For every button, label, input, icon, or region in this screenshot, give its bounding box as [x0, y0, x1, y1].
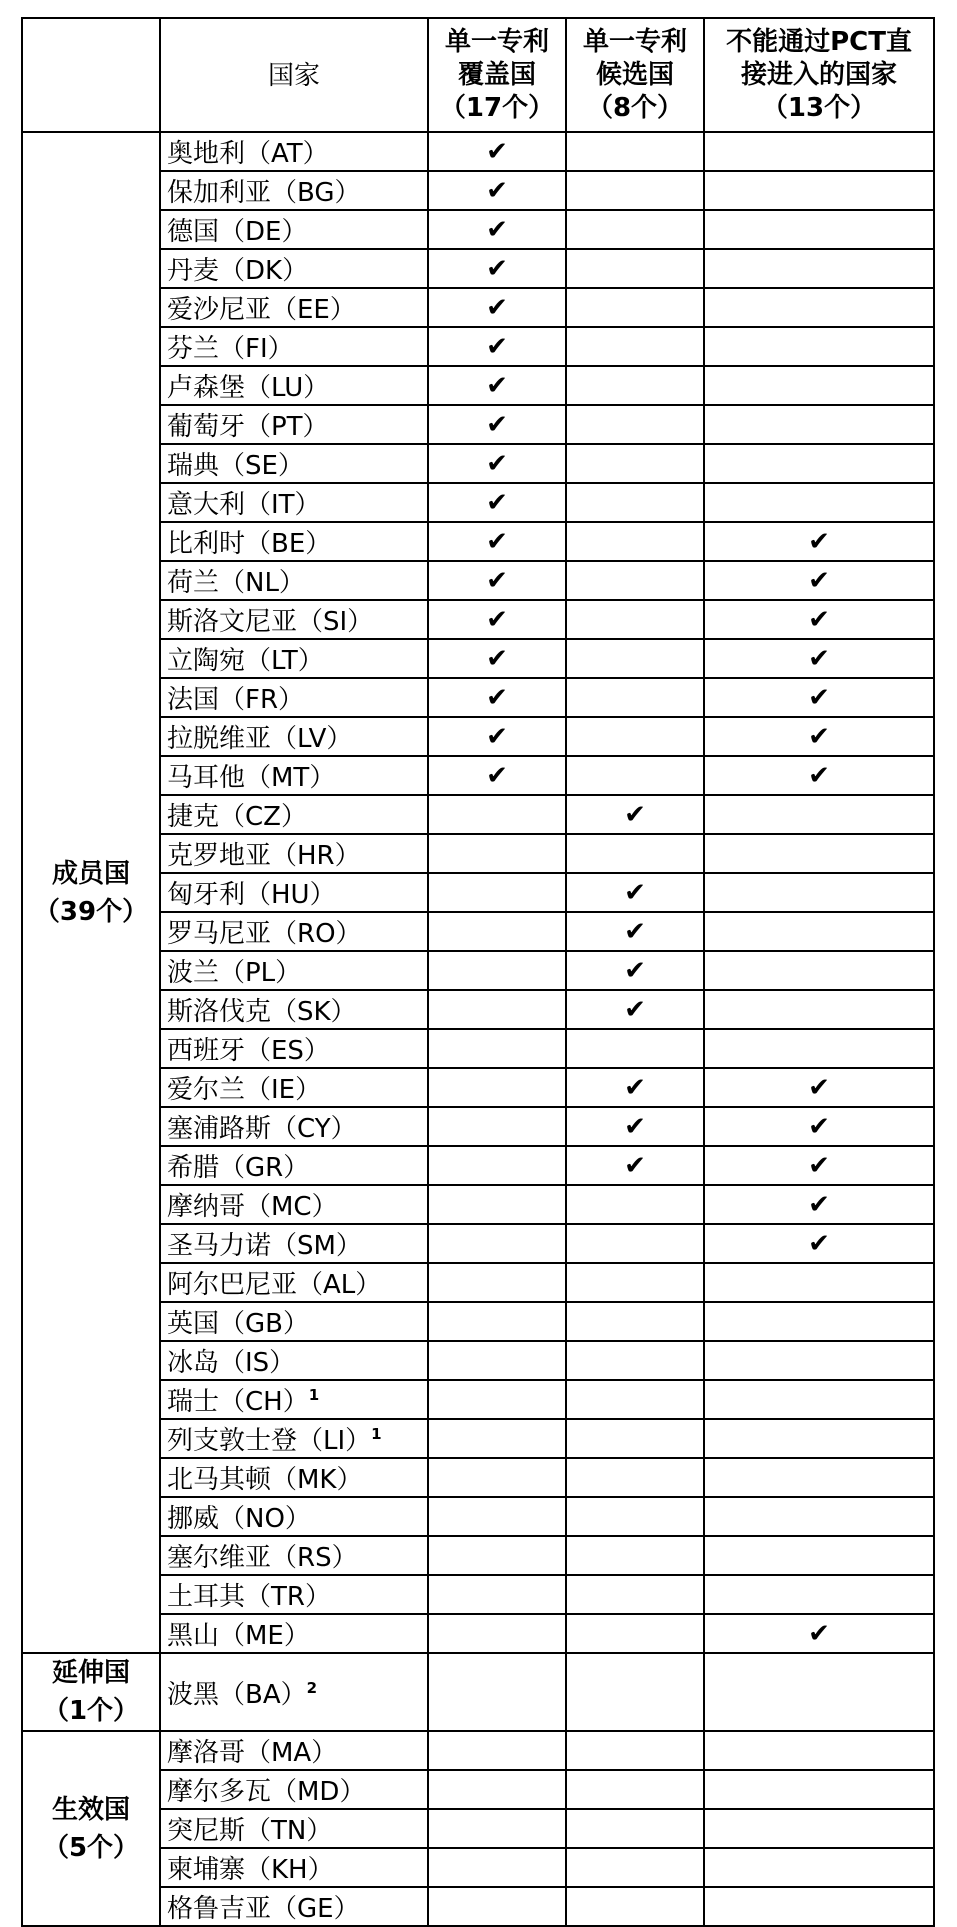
- mark-cell-c1: [428, 1536, 566, 1575]
- mark-cell-c3: [704, 1068, 934, 1107]
- check-icon: ✔: [624, 994, 646, 1025]
- table-body: [22, 132, 934, 1926]
- check-icon: ✔: [808, 643, 830, 674]
- check-icon: ✔: [486, 760, 508, 791]
- table-row: [22, 1731, 934, 1770]
- mark-cell-c3: [704, 561, 934, 600]
- country-name: 柬埔寨（KH）: [167, 1855, 334, 1885]
- mark-cell-c3: [704, 1809, 934, 1848]
- mark-cell-c1: [428, 951, 566, 990]
- check-icon: ✔: [624, 1150, 646, 1181]
- mark-cell-c1: [428, 678, 566, 717]
- check-icon: ✔: [624, 955, 646, 986]
- group-label-line: 延伸国: [51, 1658, 130, 1688]
- country-name: 捷克（CZ）: [167, 802, 307, 832]
- mark-cell-c2: [566, 912, 704, 951]
- mark-cell-c3: [704, 171, 934, 210]
- mark-cell-c2: [566, 1614, 704, 1653]
- header-unitary-coverage: [428, 18, 566, 132]
- country-name: 摩纳哥（MC）: [167, 1192, 338, 1222]
- mark-cell-c3: [704, 483, 934, 522]
- country-name: 格鲁吉亚（GE）: [167, 1894, 360, 1924]
- mark-cell-c3: [704, 1497, 934, 1536]
- country-name: 希腊（GR）: [167, 1153, 310, 1183]
- country-name: 塞尔维亚（RS）: [167, 1543, 358, 1573]
- mark-cell-c2: [566, 717, 704, 756]
- country-name: 意大利（IT）: [167, 490, 321, 520]
- check-icon: ✔: [624, 916, 646, 947]
- mark-cell-c3: [704, 1419, 934, 1458]
- country-cell: [160, 210, 428, 249]
- country-name: 黑山（ME）: [167, 1621, 310, 1651]
- mark-cell-c2: [566, 1380, 704, 1419]
- country-name: 波黑（BA）: [167, 1679, 307, 1710]
- country-name: 克罗地亚（HR）: [167, 841, 361, 871]
- check-icon: ✔: [808, 604, 830, 635]
- check-icon: ✔: [624, 799, 646, 830]
- mark-cell-c1: [428, 288, 566, 327]
- check-icon: ✔: [486, 136, 508, 167]
- mark-cell-c1: [428, 717, 566, 756]
- mark-cell-c3: [704, 1887, 934, 1926]
- mark-cell-c1: [428, 990, 566, 1029]
- country-cell: [160, 1770, 428, 1809]
- country-cell: [160, 1263, 428, 1302]
- mark-cell-c1: [428, 1809, 566, 1848]
- check-icon: ✔: [808, 1111, 830, 1142]
- check-icon: ✔: [486, 721, 508, 752]
- country-cell: [160, 1809, 428, 1848]
- mark-cell-c1: [428, 1380, 566, 1419]
- mark-cell-c3: [704, 1263, 934, 1302]
- country-name: 斯洛文尼亚（SI）: [167, 607, 374, 637]
- country-cell: [160, 1302, 428, 1341]
- country-cell: [160, 1497, 428, 1536]
- check-icon: ✔: [486, 370, 508, 401]
- mark-cell-c2: [566, 1107, 704, 1146]
- group-label-line: （39个）: [33, 896, 149, 927]
- mark-cell-c3: [704, 1731, 934, 1770]
- mark-cell-c3: [704, 873, 934, 912]
- check-icon: ✔: [486, 604, 508, 635]
- mark-cell-c1: [428, 444, 566, 483]
- mark-cell-c2: [566, 756, 704, 795]
- mark-cell-c3: [704, 990, 934, 1029]
- mark-cell-c3: [704, 1380, 934, 1419]
- mark-cell-c1: [428, 366, 566, 405]
- mark-cell-c1: [428, 522, 566, 561]
- check-icon: ✔: [808, 760, 830, 791]
- mark-cell-c2: [566, 1731, 704, 1770]
- mark-cell-c3: [704, 795, 934, 834]
- mark-cell-c1: [428, 1848, 566, 1887]
- header-line: （13个）: [761, 92, 877, 123]
- mark-cell-c3: [704, 600, 934, 639]
- mark-cell-c2: [566, 795, 704, 834]
- mark-cell-c2: [566, 1146, 704, 1185]
- mark-cell-c3: [704, 327, 934, 366]
- group-label-line: （5个）: [42, 1832, 140, 1863]
- country-cell: [160, 639, 428, 678]
- country-name: 匈牙利（HU）: [167, 880, 336, 910]
- mark-cell-c3: [704, 1107, 934, 1146]
- header-line: 单一专利: [582, 26, 687, 57]
- country-cell: [160, 1536, 428, 1575]
- check-icon: ✔: [624, 1072, 646, 1103]
- mark-cell-c2: [566, 600, 704, 639]
- mark-cell-c2: [566, 1224, 704, 1263]
- mark-cell-c2: [566, 1887, 704, 1926]
- mark-cell-c2: [566, 522, 704, 561]
- country-cell: [160, 678, 428, 717]
- country-cell: [160, 1224, 428, 1263]
- mark-cell-c2: [566, 1302, 704, 1341]
- check-icon: ✔: [808, 1150, 830, 1181]
- mark-cell-c2: [566, 1341, 704, 1380]
- mark-cell-c3: [704, 249, 934, 288]
- mark-cell-c2: [566, 990, 704, 1029]
- mark-cell-c3: [704, 756, 934, 795]
- country-cell: [160, 405, 428, 444]
- mark-cell-c2: [566, 639, 704, 678]
- mark-cell-c1: [428, 795, 566, 834]
- mark-cell-c1: [428, 1068, 566, 1107]
- mark-cell-c2: [566, 366, 704, 405]
- country-name: 荷兰（NL）: [167, 568, 305, 598]
- mark-cell-c1: [428, 639, 566, 678]
- country-name: 保加利亚（BG）: [167, 178, 361, 208]
- mark-cell-c3: [704, 1575, 934, 1614]
- check-icon: ✔: [486, 214, 508, 245]
- mark-cell-c1: [428, 1458, 566, 1497]
- country-cell: [160, 366, 428, 405]
- table-header-row: [22, 18, 934, 132]
- check-icon: ✔: [486, 565, 508, 596]
- country-name: 爱沙尼亚（EE）: [167, 295, 356, 325]
- header-line: 不能通过PCT直: [726, 26, 912, 57]
- mark-cell-c3: [704, 1614, 934, 1653]
- mark-cell-c3: [704, 1146, 934, 1185]
- mark-cell-c2: [566, 1263, 704, 1302]
- mark-cell-c2: [566, 444, 704, 483]
- check-icon: ✔: [486, 253, 508, 284]
- country-cell: [160, 1341, 428, 1380]
- mark-cell-c2: [566, 249, 704, 288]
- country-cell: [160, 1185, 428, 1224]
- mark-cell-c3: [704, 522, 934, 561]
- country-name: 罗马尼亚（RO）: [167, 919, 362, 949]
- mark-cell-c1: [428, 600, 566, 639]
- country-name: 摩洛哥（MA）: [167, 1738, 338, 1768]
- mark-cell-c1: [428, 1770, 566, 1809]
- mark-cell-c2: [566, 834, 704, 873]
- country-cell: [160, 1380, 428, 1419]
- country-name: 斯洛伐克（SK）: [167, 997, 357, 1027]
- mark-cell-c2: [566, 1770, 704, 1809]
- header-line: 候选国: [595, 59, 674, 90]
- mark-cell-c1: [428, 249, 566, 288]
- mark-cell-c1: [428, 405, 566, 444]
- check-icon: ✔: [808, 1618, 830, 1649]
- check-icon: ✔: [486, 331, 508, 362]
- mark-cell-c2: [566, 1029, 704, 1068]
- country-cell: [160, 834, 428, 873]
- country-cell: [160, 1614, 428, 1653]
- mark-cell-c3: [704, 717, 934, 756]
- country-cell: [160, 132, 428, 171]
- country-cell: [160, 522, 428, 561]
- mark-cell-c3: [704, 1341, 934, 1380]
- country-name: 奥地利（AT）: [167, 139, 329, 169]
- group-label-line: 生效国: [51, 1794, 130, 1825]
- mark-cell-c1: [428, 561, 566, 600]
- group-label-line: 成员国: [51, 858, 130, 889]
- country-name: 波兰（PL）: [167, 958, 302, 988]
- check-icon: ✔: [486, 682, 508, 713]
- mark-cell-c1: [428, 327, 566, 366]
- mark-cell-c2: [566, 873, 704, 912]
- country-cell: [160, 717, 428, 756]
- header-line: 单一专利: [444, 26, 549, 57]
- country-name: 芬兰（FI）: [167, 334, 294, 364]
- header-unitary-candidate: [566, 18, 704, 132]
- country-name: 拉脱维亚（LV）: [167, 724, 353, 754]
- country-cell: [160, 1458, 428, 1497]
- country-name: 西班牙（ES）: [167, 1036, 330, 1066]
- mark-cell-c2: [566, 210, 704, 249]
- country-name: 比利时（BE）: [167, 529, 332, 559]
- country-cell: [160, 249, 428, 288]
- mark-cell-c1: [428, 873, 566, 912]
- check-icon: ✔: [808, 1189, 830, 1220]
- mark-cell-c1: [428, 171, 566, 210]
- mark-cell-c1: [428, 912, 566, 951]
- table-row: [22, 1653, 934, 1731]
- mark-cell-c2: [566, 1497, 704, 1536]
- country-cell: [160, 1068, 428, 1107]
- check-icon: ✔: [808, 526, 830, 557]
- mark-cell-c2: [566, 678, 704, 717]
- country-name: 卢森堡（LU）: [167, 373, 330, 403]
- country-cell: [160, 873, 428, 912]
- mark-cell-c3: [704, 366, 934, 405]
- mark-cell-c2: [566, 1653, 704, 1731]
- country-name: 塞浦路斯（CY）: [167, 1114, 357, 1144]
- mark-cell-c3: [704, 132, 934, 171]
- check-icon: ✔: [624, 877, 646, 908]
- header-line: 覆盖国: [457, 59, 536, 90]
- mark-cell-c2: [566, 288, 704, 327]
- mark-cell-c1: [428, 834, 566, 873]
- country-name: 马耳他（MT）: [167, 763, 336, 793]
- mark-cell-c1: [428, 210, 566, 249]
- country-cell: [160, 1107, 428, 1146]
- check-icon: ✔: [808, 1072, 830, 1103]
- country-name: 摩尔多瓦（MD）: [167, 1777, 366, 1807]
- mark-cell-c1: [428, 1341, 566, 1380]
- country-name: 冰岛（IS）: [167, 1348, 296, 1378]
- mark-cell-c3: [704, 1536, 934, 1575]
- mark-cell-c1: [428, 1263, 566, 1302]
- footnote-marker: 1: [371, 1425, 382, 1443]
- mark-cell-c2: [566, 132, 704, 171]
- country-cell: [160, 1146, 428, 1185]
- country-cell: [160, 444, 428, 483]
- mark-cell-c3: [704, 951, 934, 990]
- country-coverage-table: [21, 17, 935, 1927]
- country-name: 挪威（NO）: [167, 1504, 311, 1534]
- country-cell: [160, 1419, 428, 1458]
- country-name: 瑞士（CH）: [167, 1387, 309, 1417]
- mark-cell-c1: [428, 483, 566, 522]
- country-name: 土耳其（TR）: [167, 1582, 331, 1612]
- mark-cell-c2: [566, 483, 704, 522]
- mark-cell-c1: [428, 1302, 566, 1341]
- group-label: [22, 132, 160, 1653]
- mark-cell-c3: [704, 1458, 934, 1497]
- mark-cell-c1: [428, 1887, 566, 1926]
- check-icon: ✔: [808, 1228, 830, 1259]
- check-icon: ✔: [808, 682, 830, 713]
- country-cell: [160, 600, 428, 639]
- mark-cell-c1: [428, 1653, 566, 1731]
- table-row: [22, 132, 934, 171]
- header-line: （17个）: [439, 92, 555, 123]
- country-name: 北马其顿（MK）: [167, 1465, 363, 1495]
- header-country: 国家: [160, 18, 428, 132]
- check-icon: ✔: [486, 292, 508, 323]
- mark-cell-c2: [566, 405, 704, 444]
- mark-cell-c2: [566, 1458, 704, 1497]
- mark-cell-c1: [428, 1185, 566, 1224]
- country-name: 葡萄牙（PT）: [167, 412, 329, 442]
- mark-cell-c2: [566, 1419, 704, 1458]
- mark-cell-c1: [428, 1497, 566, 1536]
- country-name: 突尼斯（TN）: [167, 1816, 333, 1846]
- country-cell: [160, 1029, 428, 1068]
- country-cell: [160, 912, 428, 951]
- country-cell: [160, 951, 428, 990]
- check-icon: ✔: [624, 1111, 646, 1142]
- country-name: 瑞典（SE）: [167, 451, 304, 481]
- country-name: 爱尔兰（IE）: [167, 1075, 322, 1105]
- mark-cell-c2: [566, 1185, 704, 1224]
- country-cell: [160, 483, 428, 522]
- country-cell: [160, 327, 428, 366]
- country-cell: [160, 1575, 428, 1614]
- check-icon: ✔: [486, 526, 508, 557]
- mark-cell-c3: [704, 405, 934, 444]
- mark-cell-c3: [704, 1185, 934, 1224]
- mark-cell-c2: [566, 1536, 704, 1575]
- country-cell: [160, 1653, 428, 1731]
- mark-cell-c3: [704, 444, 934, 483]
- mark-cell-c2: [566, 561, 704, 600]
- mark-cell-c1: [428, 1575, 566, 1614]
- country-cell: [160, 171, 428, 210]
- check-icon: ✔: [808, 721, 830, 752]
- mark-cell-c3: [704, 639, 934, 678]
- mark-cell-c1: [428, 1029, 566, 1068]
- mark-cell-c3: [704, 912, 934, 951]
- mark-cell-c2: [566, 951, 704, 990]
- check-icon: ✔: [486, 409, 508, 440]
- country-cell: [160, 990, 428, 1029]
- check-icon: ✔: [486, 448, 508, 479]
- check-icon: ✔: [486, 643, 508, 674]
- mark-cell-c2: [566, 171, 704, 210]
- header-line: 接进入的国家: [740, 59, 897, 90]
- country-name: 阿尔巴尼亚（AL）: [167, 1270, 382, 1300]
- country-cell: [160, 561, 428, 600]
- footnote-marker: 1: [308, 1386, 320, 1404]
- mark-cell-c3: [704, 1848, 934, 1887]
- check-icon: ✔: [808, 565, 830, 596]
- country-cell: [160, 1848, 428, 1887]
- country-name: 丹麦（DK）: [167, 256, 309, 286]
- mark-cell-c1: [428, 1224, 566, 1263]
- country-name: 立陶宛（LT）: [167, 646, 324, 676]
- country-name: 德国（DE）: [167, 217, 308, 247]
- country-name: 英国（GB）: [167, 1309, 309, 1339]
- country-name: 列支敦士登（LI）: [167, 1426, 372, 1456]
- header-line: （8个）: [586, 92, 684, 123]
- group-label: [22, 1731, 160, 1926]
- country-cell: [160, 288, 428, 327]
- country-cell: [160, 1887, 428, 1926]
- mark-cell-c2: [566, 1809, 704, 1848]
- footnote-marker: 2: [306, 1678, 318, 1697]
- mark-cell-c3: [704, 1224, 934, 1263]
- mark-cell-c1: [428, 1614, 566, 1653]
- mark-cell-c1: [428, 756, 566, 795]
- mark-cell-c3: [704, 288, 934, 327]
- country-name: 法国（FR）: [167, 685, 305, 715]
- check-icon: ✔: [486, 487, 508, 518]
- check-icon: ✔: [486, 175, 508, 206]
- mark-cell-c1: [428, 1731, 566, 1770]
- mark-cell-c3: [704, 834, 934, 873]
- mark-cell-c2: [566, 1575, 704, 1614]
- mark-cell-c1: [428, 1107, 566, 1146]
- country-cell: [160, 1731, 428, 1770]
- mark-cell-c3: [704, 210, 934, 249]
- country-cell: [160, 795, 428, 834]
- mark-cell-c3: [704, 1302, 934, 1341]
- mark-cell-c2: [566, 1068, 704, 1107]
- mark-cell-c3: [704, 1770, 934, 1809]
- group-label-line: （1个）: [42, 1696, 140, 1726]
- mark-cell-c3: [704, 678, 934, 717]
- mark-cell-c2: [566, 327, 704, 366]
- country-name: 圣马力诺（SM）: [167, 1231, 362, 1261]
- header-no-direct-pct: [704, 18, 934, 132]
- mark-cell-c3: [704, 1029, 934, 1068]
- group-label: [22, 1653, 160, 1731]
- country-cell: [160, 756, 428, 795]
- header-group-blank: [22, 18, 160, 132]
- mark-cell-c1: [428, 1146, 566, 1185]
- mark-cell-c2: [566, 1848, 704, 1887]
- mark-cell-c1: [428, 132, 566, 171]
- mark-cell-c1: [428, 1419, 566, 1458]
- mark-cell-c3: [704, 1653, 934, 1731]
